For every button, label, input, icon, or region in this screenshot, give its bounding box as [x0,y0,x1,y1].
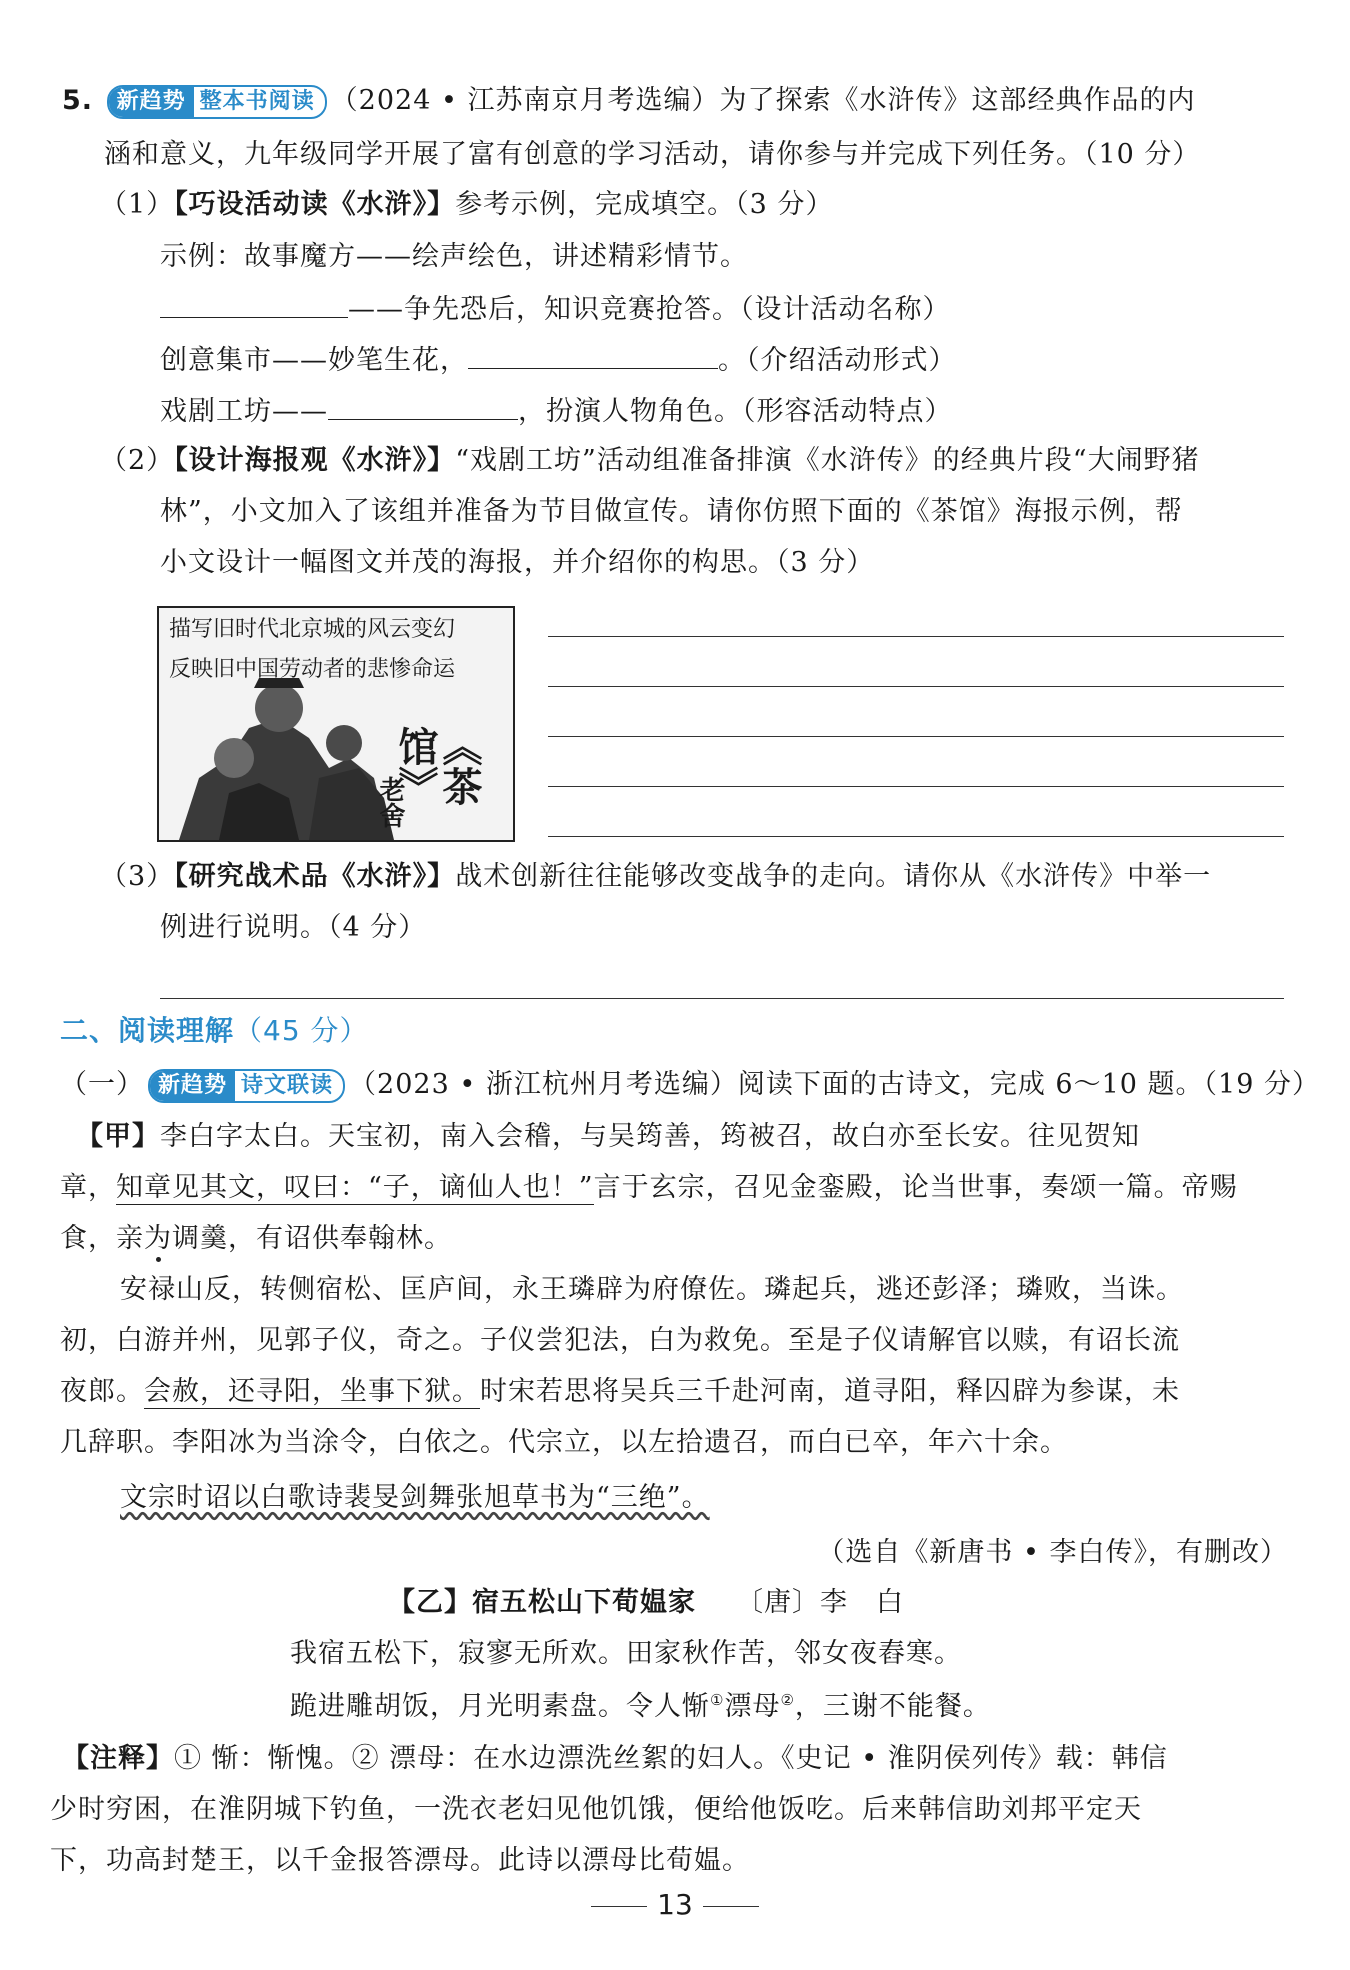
jia-p2-line1: 安禄山反，转侧宿松、匡庐间，永王璘辟为府僚佐。璘起兵，逃还彭泽；璘败，当诛。 [120,1274,1184,1305]
part1-text: （2023 • 浙江杭州月考选编）阅读下面的古诗文，完成 6～10 题。（19 分） [349,1069,1320,1100]
q5-part3-text1: 战术创新往往能够改变战争的走向。请你从《水浒传》中举一 [455,861,1212,892]
q5-badge [107,85,327,119]
part1-num: （一） [60,1069,144,1100]
teahouse-poster-image [157,606,515,842]
jia-label: 【甲】 [76,1121,160,1152]
q5-line2: 涵和意义，九年级同学开展了富有创意的学习活动，请你参与并完成下列任务。（10 分） [104,139,1201,170]
jia-line3 [60,1222,452,1256]
q5-part3-line1 [100,860,1211,894]
section2-title: 二、阅读理解 [60,1014,235,1047]
answer-blank-2[interactable] [468,342,718,369]
jia-text2c: 言于玄宗，召见金銮殿，论当世事，奏颂一篇。帝赐 [593,1172,1238,1203]
jia-text3a: 食，亲 [60,1223,144,1254]
q5-part1-title: 【巧设活动读《水浒》】 [174,189,456,220]
yi-line2 [290,1690,991,1724]
fill1-text: ——争先恐后，知识竞赛抢答。（设计活动名称） [348,294,951,325]
badge-whole-book: 整本书阅读 [199,88,315,114]
yi-text2b: 漂母 [724,1691,781,1722]
yi-label: 【乙】 [388,1587,472,1618]
answer-line-1[interactable] [548,636,1284,637]
answer-line-6[interactable] [160,998,1284,999]
notes-text1: ① 惭：惭愧。② 漂母：在水边漂洗丝絮的妇人。《史记 • 淮阴侯列传》载：韩信 [174,1743,1168,1774]
q5-part1-text: 参考示例，完成填空。（3 分） [455,189,834,220]
q5-fill1 [160,291,951,327]
q5-line1 [62,84,1195,119]
jia-p2-line2: 初，白游并州，见郭子仪，奇之。子仪尝犯法，白为救免。至是子仪请解官以赎，有诏长流 [60,1325,1180,1356]
poster-line2: 反映旧中国劳动者的悲惨命运 [169,657,456,682]
poster-author: 老舍 [375,776,405,828]
badge-poem-prose: 诗文联读 [241,1072,334,1098]
answer-line-2[interactable] [548,686,1284,687]
notes-line3: 下，功高封楚王，以千金报答漂母。此诗以漂母比荀媪。 [50,1845,750,1876]
badge-new-trend: 新趋势 [109,87,194,117]
q5-part2-line3: 小文设计一幅图文并茂的海报，并介绍你的构思。（3 分） [160,547,875,578]
fill3-post: ，扮演人物角色。（形容活动特点） [518,396,953,427]
q5-part3-line2: 例进行说明。（4 分） [160,912,427,943]
jia-wavy-sentence: 文宗时诏以白歌诗裴旻剑舞张旭草书为“三绝”。 [120,1482,710,1513]
poster-line1: 描写旧时代北京城的风云变幻 [169,617,456,642]
jia-line2 [60,1171,1238,1205]
q5-fill3 [160,393,953,429]
q5-fill2 [160,342,957,378]
fill2-pre: 创意集市——妙笔生花， [160,345,468,376]
answer-line-4[interactable] [548,786,1284,787]
jia-p2-line4: 几辞职。李阳冰为当涂令，白依之。代宗立，以左拾遗召，而白已卒，年六十余。 [60,1427,1068,1458]
poster-title: 《茶馆》 [392,726,482,806]
notes-label: 【注释】 [62,1743,174,1774]
q5-part1-num: （1） [100,189,175,220]
jia-line1 [76,1120,1140,1154]
jia-p3 [120,1481,710,1515]
q5-part2-title: 【设计海报观《水浒》】 [174,445,456,476]
jia-p2-text3c: 时宋若思将吴兵三千赴河南，道寻阳，释囚辟为参谋，未 [480,1376,1180,1407]
part1-badge [148,1069,345,1103]
jia-p2-line3 [60,1375,1180,1409]
page-number-value: 13 [657,1888,693,1921]
fill3-pre: 戏剧工坊—— [160,396,328,427]
notes-line2: 少时穷困，在淮阴城下钓鱼，一洗衣老妇见他饥饿，便给他饭吃。后来韩信助刘邦平定天 [50,1794,1142,1825]
q5-part2-line1 [100,444,1200,478]
q5-number: 5. [62,85,94,116]
part1-header [60,1068,1320,1103]
yi-text2a: 跪进雕胡饭，月光明素盘。令人惭 [290,1691,710,1722]
q5-example: 示例：故事魔方——绘声绘色，讲述精彩情节。 [160,241,748,272]
jia-text2a: 章， [60,1172,116,1203]
answer-line-5[interactable] [548,836,1284,837]
jia-text1: 李白字太白。天宝初，南入会稽，与吴筠善，筠被召，故白亦至长安。往见贺知 [160,1121,1140,1152]
jia-source: （选自《新唐书 • 李白传》，有删改） [817,1537,1288,1568]
fill2-post: 。（介绍活动形式） [718,345,957,376]
yi-header [388,1586,904,1620]
q5-intro: （2024 • 江苏南京月考选编）为了探索《水浒传》这部经典作品的内 [330,85,1196,116]
jia-underlined-quote: 知章见其文，叹曰：“子，谪仙人也！” [116,1172,594,1203]
yi-note-ref-2: ② [780,1691,795,1709]
notes-line1 [62,1742,1168,1776]
answer-blank-3[interactable] [328,393,518,420]
q5-part2-num: （2） [100,445,175,476]
yi-text2c: ，三谢不能餐。 [794,1691,991,1722]
q5-part3-num: （3） [100,861,175,892]
jia-dotted-char: 为 [144,1223,172,1254]
q5-part2-line2: 林”，小文加入了该组并准备为节目做宣传。请你仿照下面的《茶馆》海报示例，帮 [160,496,1183,527]
badge-new-trend-2: 新趋势 [150,1071,235,1101]
yi-author: 〔唐〕李 白 [736,1587,904,1618]
section2-heading [60,1014,369,1048]
jia-underlined-sentence: 会赦，还寻阳，坐事下狱。 [144,1376,480,1407]
answer-line-3[interactable] [548,736,1284,737]
q5-part1-header [100,188,833,222]
q5-part3-title: 【研究战术品《水浒》】 [174,861,456,892]
section2-score: （45 分） [234,1014,369,1047]
yi-title: 宿五松山下荀媪家 [472,1587,696,1618]
page-number [0,1888,1350,1921]
answer-blank-1[interactable] [160,291,348,318]
jia-p2-text3a: 夜郎。 [60,1376,144,1407]
yi-line1: 我宿五松下，寂寥无所欢。田家秋作苦，邻女夜舂寒。 [290,1638,962,1669]
yi-note-ref-1: ① [710,1691,725,1709]
q5-part2-text1: “戏剧工坊”活动组准备排演《水浒传》的经典片段“大闹野猪 [455,445,1200,476]
jia-text3b: 调羹，有诏供奉翰林。 [172,1223,452,1254]
